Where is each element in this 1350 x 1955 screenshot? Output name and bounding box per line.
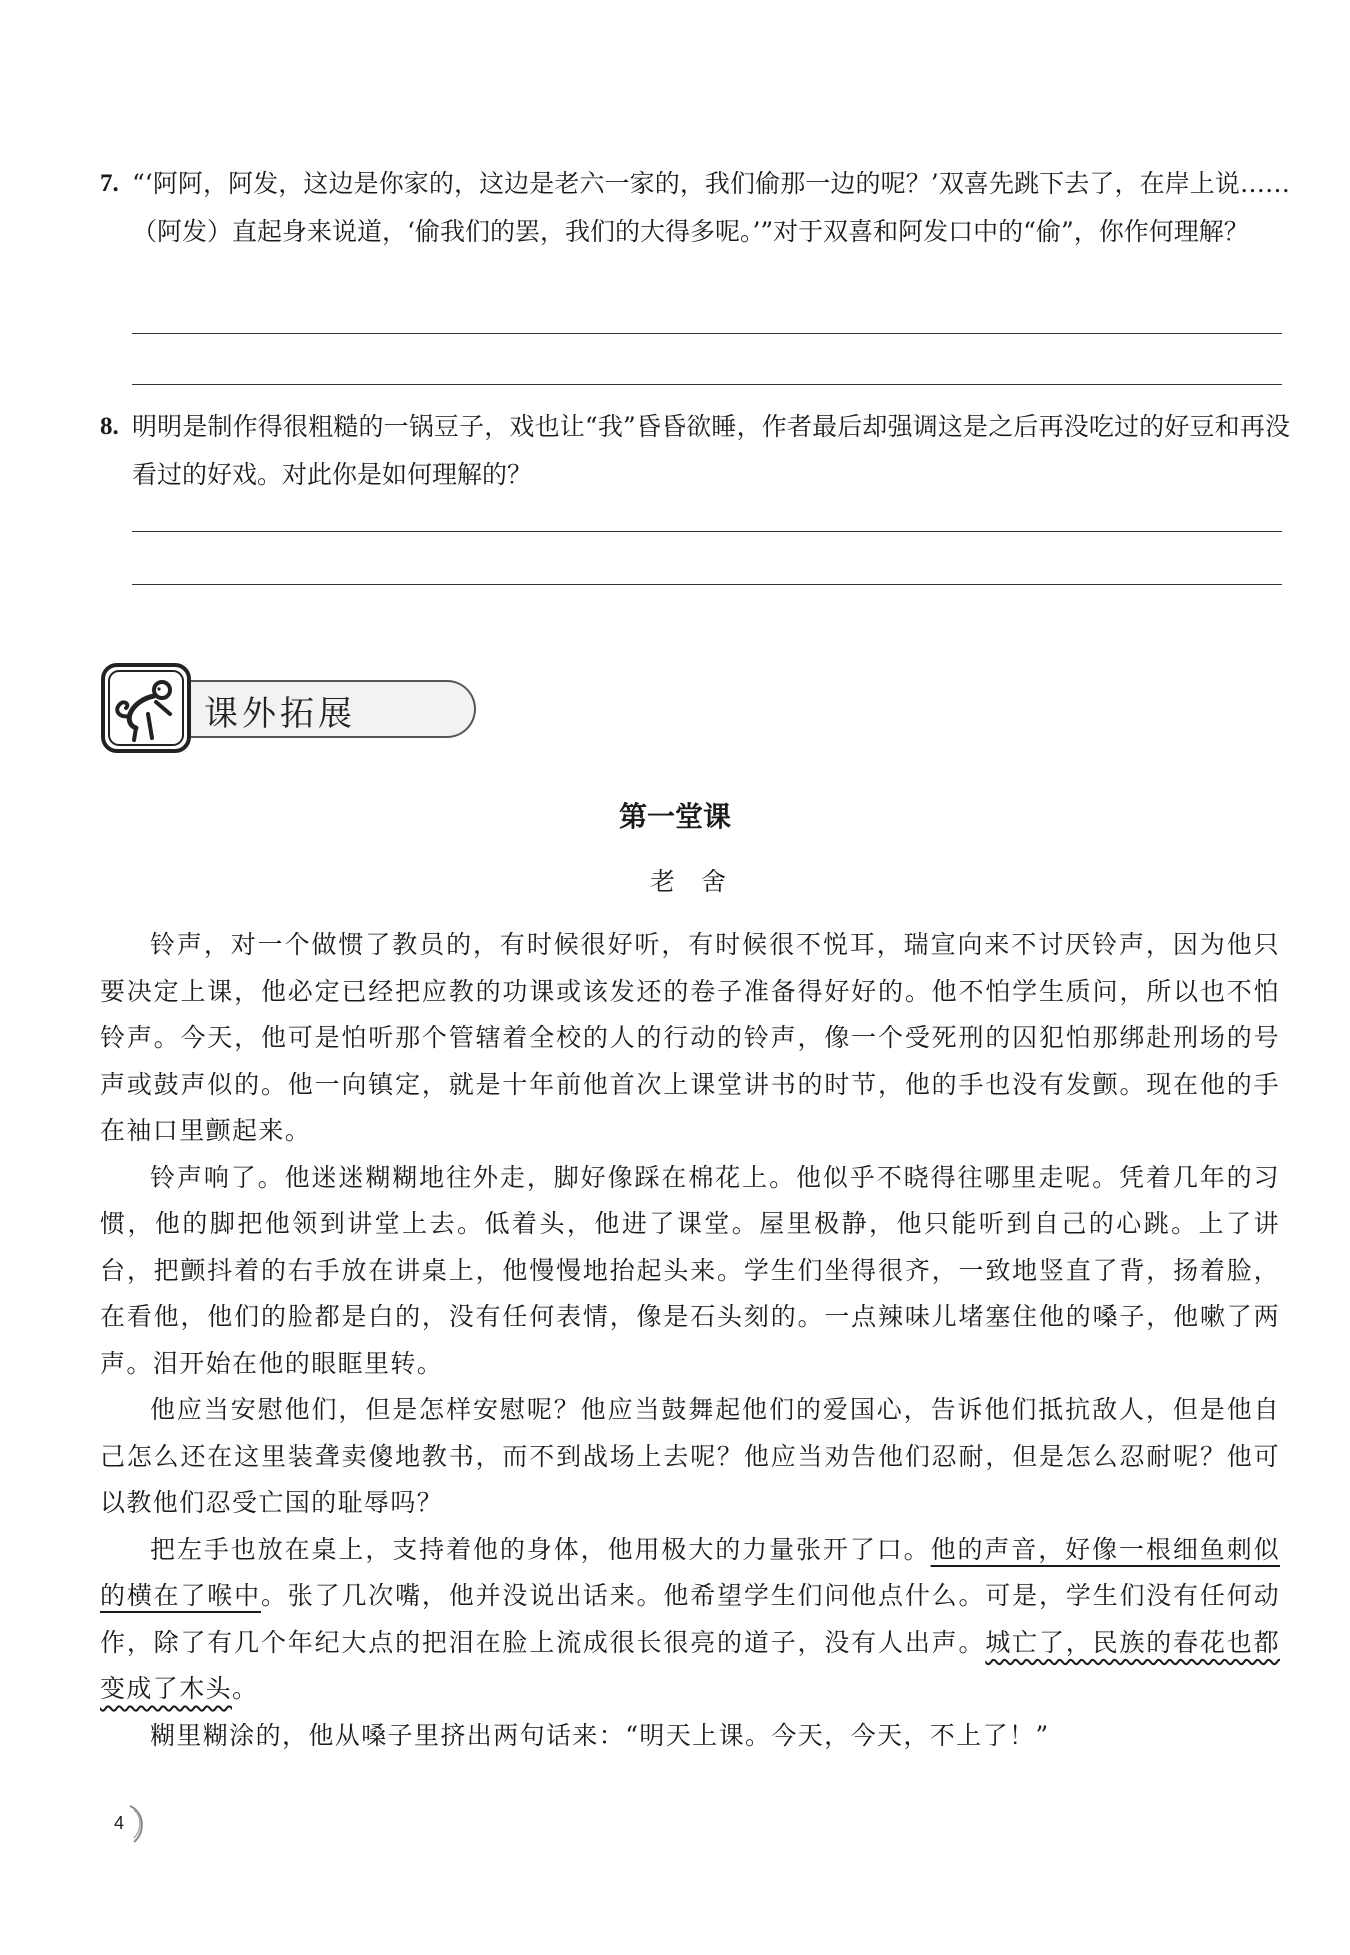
underlined-sentence: 他的声音，好像一根细鱼刺似的横在了喉中 [100,1534,1280,1610]
question-text: 明明是制作得很粗糙的一锅豆子，戏也让“我”昏昏欲睡，作者最后却强调这是之后再没吃过的好豆和再没看过的好戏。对此你是如何理解的？ [132,412,1290,489]
paragraph: 他应当安慰他们，但是怎样安慰呢？他应当鼓舞起他们的爱国心，告诉他们抵抗敌人，但是他自己怎么还在这里装聋卖傻地教书，而不到战场上去呢？他应当劝告他们忍耐，但是怎么忍耐呢？他可以教他们忍受亡国的耻辱吗？ [100,1395,1280,1517]
section-title: 课外拓展 [204,694,356,734]
text-run: 把左手也放在桌上，支持着他的身体，他用极大的力量张开了口。 [150,1534,931,1564]
question-number: 7. [100,170,119,197]
article-title: 第一堂课 [618,800,731,833]
paragraph: 糊里糊涂的，他从嗓子里挤出两句话来：“明天上课。今天，今天，不上了！” [150,1720,1050,1750]
page-number-badge [100,1800,148,1848]
section-header [100,662,380,754]
question-8 [100,403,1290,499]
text-run: 。张了几次嘴，他并没说出话来。他希望学生们问他点什么。可是，学生们没有任何动作，除了有几个年纪大点的把泪在脸上流成很长很亮的道子，没有人出声。 [100,1581,1280,1657]
paragraph: 铃声，对一个做惯了教员的，有时候很好听，有时候很不悦耳，瑞宣向来不讨厌铃声，因为他只要决定上课，他必定已经把应教的功课或该发还的卷子准备得好好的。他不怕学生质问，所以也不怕铃声。今天，他可是怕听那个管辖着全校的人的行动的铃声，像一个受死刑的囚犯怕那绑赴刑场的号声或鼓声似的。他一向镇定，就是十年前他首次上课堂讲书的时节，他的手也没有发颤。现在他的手在袖口里颤起来。 [100,930,1280,1145]
article-body [100,922,1280,1759]
text-run: 。 [232,1674,259,1703]
answer-line[interactable] [132,584,1282,585]
paragraph: 铃声响了。他迷迷糊糊地往外走，脚好像踩在棉花上。他似乎不晓得往哪里走呢。凭着几年的习惯，他的脚把他领到讲堂上去。低着头，他进了课堂。屋里极静，他只能听到自己的心跳。上了讲台，把颤抖着的右手放在讲桌上，他慢慢地抬起头来。学生们坐得很齐，一致地竖直了背，扬着脸，在看他，他们的脸都是白的，没有任何表情，像是石头刻的。一点辣味儿堵塞住他的嗓子，他嗽了两声。泪开始在他的眼眶里转。 [100,1162,1280,1378]
question-number: 8. [100,413,119,440]
answer-line[interactable] [132,531,1282,532]
answer-line[interactable] [132,333,1282,334]
article-author: 老舍 [649,867,752,896]
question-text: “‘阿阿，阿发，这边是你家的，这边是老六一家的，我们偷那一边的呢？’双喜先跳下去了，在岸上说……（阿发）直起身来说道，‘偷我们的罢，我们的大得多呢。’”对于双喜和阿发口中的“偷”，你作何理解？ [132,169,1290,246]
wavy-underlined-sentence: 城亡了，民族的春花也都变成了木头 [100,1627,1281,1703]
monkey-emblem-icon [100,662,192,754]
question-7 [100,160,1290,256]
page-number: 4 [114,1813,125,1833]
paragraph [100,1527,1280,1713]
answer-line[interactable] [132,384,1282,385]
